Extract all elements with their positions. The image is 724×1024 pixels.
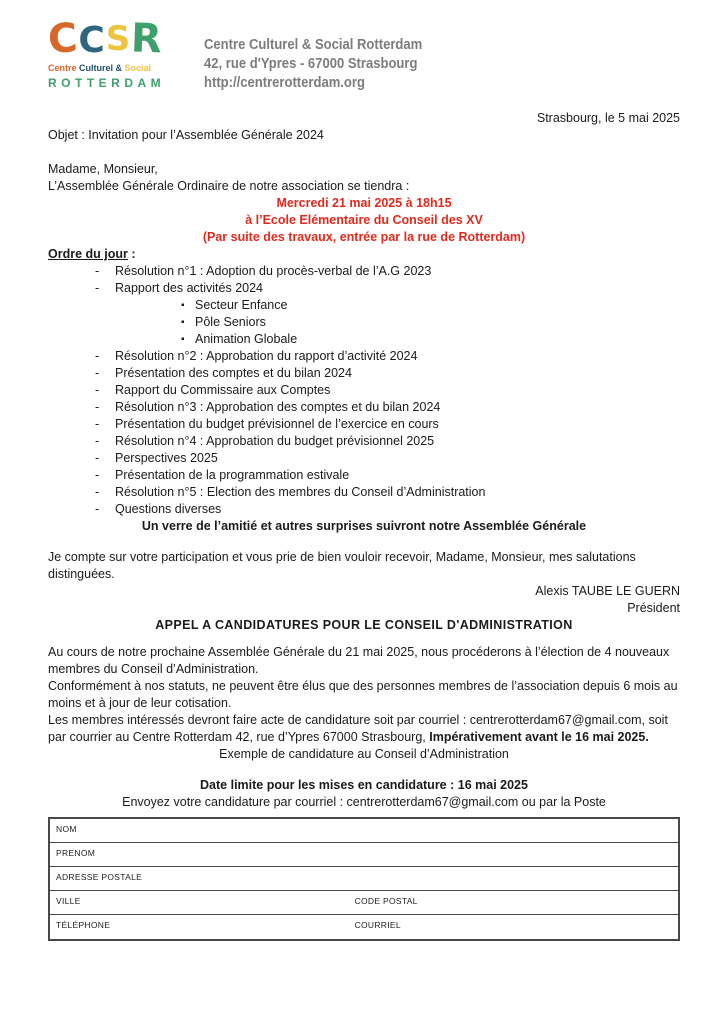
org-name-line: Centre Culturel & Social Rotterdam [204,37,423,53]
intro-line: L’Assemblée Générale Ordinaire de notre association se tiendra : [48,179,410,193]
org-address-line: 42, rue d'Ypres - 67000 Strasbourg [204,56,418,72]
call-paragraph-3-text: Les membres intéressés devront faire acte de candidature soit par courriel : centrerotterdam67@gmail.com, soit par courrier au Centre Rotterdam 42, rue d’Ypres 67000 Strasbourg, [48,713,668,744]
logo-tagline-social: Social [124,63,152,73]
agenda-subitem: ▪ Secteur Enfance [48,297,680,314]
spacer [48,144,680,161]
org-url-line: http://centrerotterdam.org [204,75,365,91]
agenda-item: - Présentation des comptes et du bilan 2024 [48,365,680,382]
logo-city: ROTTERDAM [48,76,166,90]
form-label-codepostal: CODE POSTAL [354,896,418,906]
logo-tagline [48,63,198,74]
form-label-adresse: ADRESSE POSTALE [56,872,143,882]
call-title: APPEL A CANDIDATURES POUR LE CONSEIL D'ADMINISTRATION [155,618,573,632]
agenda-item: - Présentation de la programmation estivale [48,467,680,484]
org-contact-block [204,36,422,93]
event-access-note-line: (Par suite des travaux, entrée par la rue de Rotterdam) [202,230,526,244]
agenda-item: - Perspectives 2025 [48,450,680,467]
form-row-prenom [50,843,678,867]
example-line: Exemple de candidature au Conseil d’Administration [219,747,509,761]
agenda-item: - Résolution n°4 : Approbation du budget prévisionnel 2025 [48,433,680,450]
send-instructions-line: Envoyez votre candidature par courriel : centrerotterdam67@gmail.com ou par la Poste [122,795,606,809]
agenda-list [48,263,680,518]
event-location-line: à l’Ecole Elémentaire du Conseil des XV [245,213,483,227]
agenda-heading-text: Ordre du jour [48,247,128,261]
form-label-prenom: PRENOM [56,848,96,858]
call-paragraph [48,644,680,746]
call-deadline-emphasis: Impérativement avant le 16 mai 2025. [429,730,649,744]
agenda-item: - Rapport du Commissaire aux Comptes [48,382,680,399]
candidature-form-table [48,817,680,941]
logo-letter-s: S [105,19,132,59]
form-row-telephone-courriel [50,915,678,939]
signer-role: Président [627,601,680,615]
call-paragraph-3 [48,712,680,746]
logo-tagline-centre: Centre [48,63,80,73]
form-label-nom: NOM [56,824,77,834]
form-row-adresse [50,867,678,891]
agenda-subitem: ▪ Animation Globale [48,331,680,348]
agenda-item: - Résolution n°1 : Adoption du procès-verbal de l’A.G 2023 [48,263,680,280]
form-label-ville: VILLE [56,896,81,906]
ccsr-logo [46,14,198,91]
form-label-telephone: TÉLÉPHONE [56,920,111,930]
call-paragraph-2: Conformément à nos statuts, ne peuvent être élus que des personnes membres de l’association depuis 6 mois au moins et à jour de leur cotisation. [48,679,678,710]
agenda-heading-colon: : [127,247,136,261]
agenda-item: - Rapport des activités 2024 [48,280,680,297]
deadline-line: Date limite pour les mises en candidature : 16 mai 2025 [200,778,528,792]
agenda-item: - Présentation du budget prévisionnel de l’exercice en cours [48,416,680,433]
agenda-item: - Résolution n°5 : Election des membres du Conseil d’Administration [48,484,680,501]
signer-name: Alexis TAUBE LE GUERN [535,584,680,598]
salutation-line: Madame, Monsieur, [48,162,158,176]
agenda-item: - Questions diverses [48,501,680,518]
logo-letter-c1: C [46,14,80,64]
logo-letters [46,14,198,64]
event-datetime-line: Mercredi 21 mai 2025 à 18h15 [276,196,452,210]
agenda-heading [48,246,680,263]
form-label-courriel: COURRIEL [354,920,401,930]
logo-letter-r: R [130,15,164,63]
call-paragraph-1: Au cours de notre prochaine Assemblée Générale du 21 mai 2025, nous procéderons à l’élection de 4 nouveaux membres du Conseil d’Administration. [48,645,670,676]
agenda-subitem: ▪ Pôle Seniors [48,314,680,331]
agenda-item: - Résolution n°3 : Approbation des comptes et du bilan 2024 [48,399,680,416]
city-date-line: Strasbourg, le 5 mai 2025 [536,111,680,125]
logo-letter-c2: C [78,20,106,61]
aperitif-line: Un verre de l’amitié et autres surprises suivront notre Assemblée Générale [141,519,587,533]
letterhead [46,14,680,106]
form-row-nom [50,819,678,843]
logo-tagline-culturel: Culturel & [79,63,125,73]
form-row-ville-codepostal [50,891,678,915]
agenda-item: - Résolution n°2 : Approbation du rapport d’activité 2024 [48,348,680,365]
subject-line: Objet : Invitation pour l’Assemblée Générale 2024 [48,128,324,142]
closing-paragraph: Je compte sur votre participation et vous prie de bien vouloir recevoir, Madame, Monsieur, mes salutations distinguées. [48,550,636,581]
